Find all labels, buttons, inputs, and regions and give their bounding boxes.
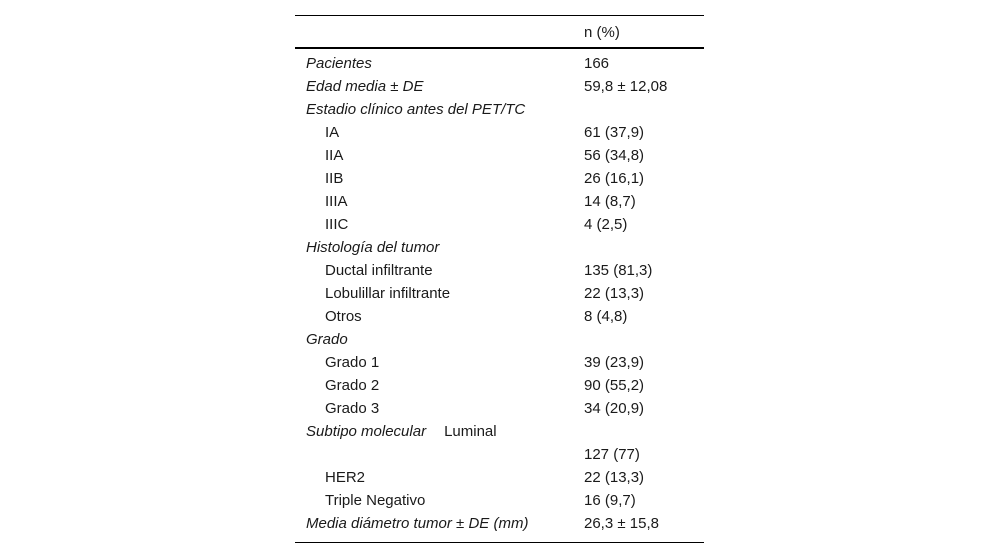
row-sublabel: Luminal xyxy=(444,423,497,440)
row-value: 135 (81,3) xyxy=(584,262,653,279)
table-row xyxy=(295,98,704,121)
row-label xyxy=(306,420,497,443)
row-label: Grado 1 xyxy=(325,354,380,371)
row-value: 14 (8,7) xyxy=(584,193,636,210)
table-row xyxy=(295,52,704,75)
table-row xyxy=(295,328,704,351)
row-value: 90 (55,2) xyxy=(584,377,645,394)
row-label-text: Subtipo molecular xyxy=(306,423,427,440)
column-header-n-percent: n (%) xyxy=(584,24,620,41)
table-row xyxy=(295,282,704,305)
row-value: 61 (37,9) xyxy=(584,124,645,141)
table-row xyxy=(295,190,704,213)
row-value: 34 (20,9) xyxy=(584,400,645,417)
row-label: IIIA xyxy=(325,193,348,210)
table-row xyxy=(295,75,704,98)
row-value: 22 (13,3) xyxy=(584,285,645,302)
row-label: IIB xyxy=(325,170,344,187)
table-row xyxy=(295,236,704,259)
row-label: Otros xyxy=(325,308,362,325)
table-row xyxy=(295,351,704,374)
row-value: 127 (77) xyxy=(584,446,640,463)
row-value: 59,8 ± 12,08 xyxy=(584,78,668,95)
table-row xyxy=(295,489,704,512)
table-row xyxy=(295,213,704,236)
table-row xyxy=(295,305,704,328)
row-label: Ductal infiltrante xyxy=(325,262,433,279)
row-label: Grado xyxy=(306,331,348,348)
row-label: Triple Negativo xyxy=(325,492,426,509)
row-value: 26,3 ± 15,8 xyxy=(584,515,659,532)
row-value: 22 (13,3) xyxy=(584,469,645,486)
row-label: IIA xyxy=(325,147,344,164)
table-row xyxy=(295,144,704,167)
table-row xyxy=(295,443,704,466)
table-row xyxy=(295,512,704,535)
row-label: IA xyxy=(325,124,340,141)
row-label: Grado 3 xyxy=(325,400,380,417)
table-row xyxy=(295,121,704,144)
table-row xyxy=(295,259,704,282)
row-value: 166 xyxy=(584,55,610,72)
table-row xyxy=(295,420,704,443)
row-label: IIIC xyxy=(325,216,349,233)
row-value: 26 (16,1) xyxy=(584,170,645,187)
row-value: 4 (2,5) xyxy=(584,216,628,233)
table-body xyxy=(295,49,704,535)
row-label: Grado 2 xyxy=(325,377,380,394)
row-label: Lobulillar infiltrante xyxy=(325,285,451,302)
table-header-row xyxy=(295,16,704,47)
row-label: Estadio clínico antes del PET/TC xyxy=(306,101,526,118)
table-row xyxy=(295,466,704,489)
row-label: Histología del tumor xyxy=(306,239,440,256)
row-value: 16 (9,7) xyxy=(584,492,636,509)
table-row xyxy=(295,374,704,397)
row-value: 8 (4,8) xyxy=(584,308,628,325)
row-label: Edad media ± DE xyxy=(306,78,424,95)
table-row xyxy=(295,397,704,420)
table-row xyxy=(295,167,704,190)
row-value: 56 (34,8) xyxy=(584,147,645,164)
row-value: 39 (23,9) xyxy=(584,354,645,371)
table-bottom-rule xyxy=(295,542,704,543)
row-label: Media diámetro tumor ± DE (mm) xyxy=(306,515,529,532)
row-label: Pacientes xyxy=(306,55,372,72)
row-label: HER2 xyxy=(325,469,366,486)
demographics-table xyxy=(295,15,704,543)
